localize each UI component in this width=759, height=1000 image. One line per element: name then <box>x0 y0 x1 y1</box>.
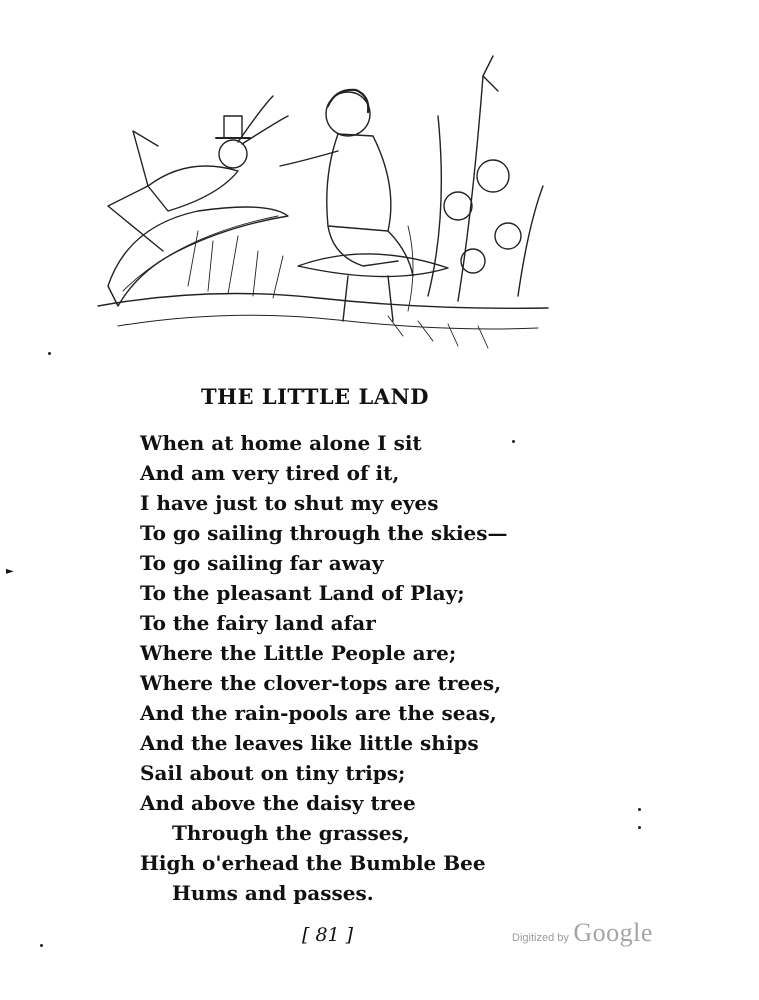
scan-speck <box>638 808 641 811</box>
grasshopper-and-child-illustration <box>88 36 558 356</box>
poem-line: Hums and passes. <box>172 881 374 905</box>
poem-line: To go sailing far away <box>140 551 384 575</box>
page-number: [ 81 ] <box>302 924 354 946</box>
poem-line: And the rain-pools are the seas, <box>140 701 497 725</box>
poem-line: And above the daisy tree <box>140 791 416 815</box>
scan-speck <box>512 440 515 443</box>
scan-speck <box>638 826 641 829</box>
poem-line: I have just to shut my eyes <box>140 491 439 515</box>
scan-speck <box>48 352 51 355</box>
poem-body <box>140 428 508 908</box>
poem-line: Where the Little People are; <box>140 641 457 665</box>
poem-line: Sail about on tiny trips; <box>140 761 406 785</box>
poem-line: Where the clover-tops are trees, <box>140 671 502 695</box>
google-logo: Google <box>573 918 653 947</box>
scan-arrow-mark-icon: ► <box>6 566 14 577</box>
poem-line: When at home alone I sit <box>140 431 422 455</box>
poem-line: High o'erhead the Bumble Bee <box>140 851 486 875</box>
poem-title: THE LITTLE LAND <box>201 384 429 409</box>
poem-line: To go sailing through the skies— <box>140 521 508 545</box>
digitized-prefix: Digitized by <box>512 932 569 944</box>
poem-line: Through the grasses, <box>172 821 410 845</box>
poem-line: To the pleasant Land of Play; <box>140 581 465 605</box>
poem-line: And am very tired of it, <box>140 461 400 485</box>
scan-speck <box>40 944 43 947</box>
digitized-by-watermark <box>512 918 653 948</box>
poem-line: To the fairy land afar <box>140 611 376 635</box>
poem-line: And the leaves like little ships <box>140 731 479 755</box>
